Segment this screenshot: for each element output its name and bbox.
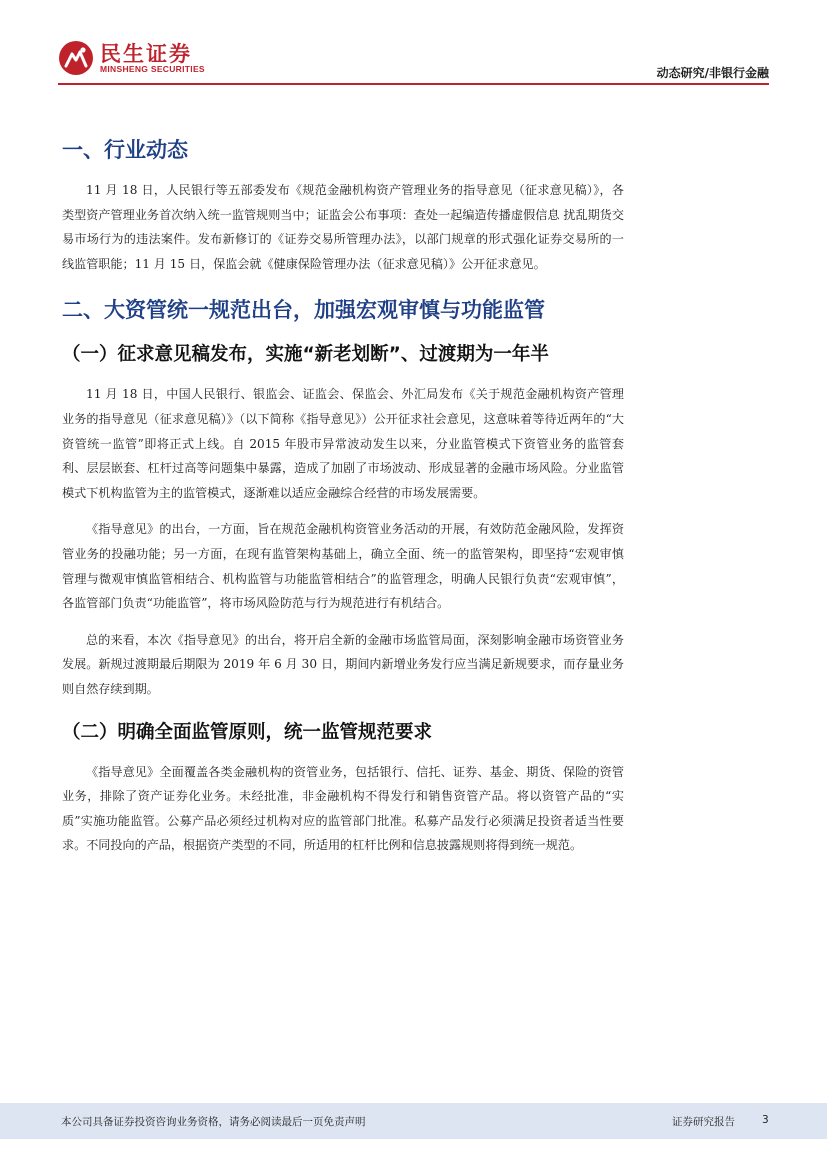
company-logo: [58, 36, 258, 80]
page-header: [0, 0, 827, 90]
subsection-1-paragraph-2: 《指导意见》的出台，一方面，旨在规范金融机构资管业务活动的开展，有效防范金融风险，发挥资管业务的投融功能；另一方面，在现有监管架构基础上，确立全面、统一的监管架构，即坚持“宏观审慎管理与微观审慎监管相结合、机构监管与功能监管相结合”的监管理念，明确人民银行负责“宏观审慎”，各监管部门负责“功能监管”，将市场风险防范与行为规范进行有机结合。: [62, 522, 624, 611]
section-1-title: 一、行业动态: [62, 138, 188, 162]
header-divider: [58, 83, 769, 85]
subsection-1-paragraph-1: 11 月 18 日，中国人民银行、银监会、证监会、保监会、外汇局发布《关于规范金融机构资产管理业务的指导意见（征求意见稿）》（以下简称《指导意见》）公开征求社会意见，这意味着等待近两年的“大资管统一监管”即将正式上线。自 2015 年股市异常波动发生以来，分业监管模式下资管业务的监管套利、层层嵌套、杠杆过高等问题集中暴露，造成了加剧了市场波动、形成显著的金融市场风险。分业监管模式下机构监管为主的监管模式，逐渐难以适应金融综合经营的市场发展需要。: [62, 387, 624, 500]
logo-english-name: MINSHENG SECURITIES: [100, 64, 205, 74]
footer-report-label: 证券研究报告: [672, 1116, 735, 1128]
subsection-2-title: （二）明确全面监管原则，统一监管规范要求: [62, 721, 433, 743]
section-1-paragraph: 11 月 18 日，人民银行等五部委发布《规范金融机构资产管理业务的指导意见（征求意见稿）》，各类型资产管理业务首次纳入统一监管规则当中；证监会公布事项：查处一起编造传播虚假信息 扰乱期货交易市场行为的违法案件。发布新修订的《证券交易所管理办法》，以部门规章的形式强化证券交易所的一线监管职能；11 月 15 日，保监会就《健康保险管理办法（征求意见稿）》公开征求意见。: [62, 183, 624, 271]
footer-disclaimer: 本公司具备证券投资咨询业务资格，请务必阅读最后一页免责声明: [61, 1116, 366, 1128]
section-2-title: 二、大资管统一规范出台，加强宏观审慎与功能监管: [62, 298, 545, 323]
main-content: [62, 130, 624, 858]
report-category: 动态研究/非银行金融: [656, 66, 769, 80]
minsheng-logo-icon: [58, 40, 94, 76]
subsection-1-paragraph-3: 总的来看，本次《指导意见》的出台，将开启全新的金融市场监管局面，深刻影响金融市场资管业务发展。新规过渡期最后期限为 2019 年 6 月 30 日，期间内新增业务发行应当满足新规要求，而存量业务则自然存续到期。: [62, 632, 624, 696]
page-footer: [0, 1103, 827, 1139]
page-number: 3: [762, 1114, 769, 1126]
subsection-2-paragraph-1: 《指导意见》全面覆盖各类金融机构的资管业务，包括银行、信托、证券、基金、期货、保险的资管业务，排除了资产证券化业务。未经批准，非金融机构不得发行和销售资管产品。将以资管产品的“实质”实施功能监管。公募产品必须经过机构对应的监管部门批准。私募产品发行必须满足投资者适当性要求。不同投向的产品，根据资产类型的不同，所适用的杠杆比例和信息披露规则将得到统一规范。: [62, 764, 624, 853]
subsection-1-title: （一）征求意见稿发布，实施“新老划断”、过渡期为一年半: [62, 344, 549, 366]
logo-chinese-name: 民生证券: [100, 42, 192, 66]
